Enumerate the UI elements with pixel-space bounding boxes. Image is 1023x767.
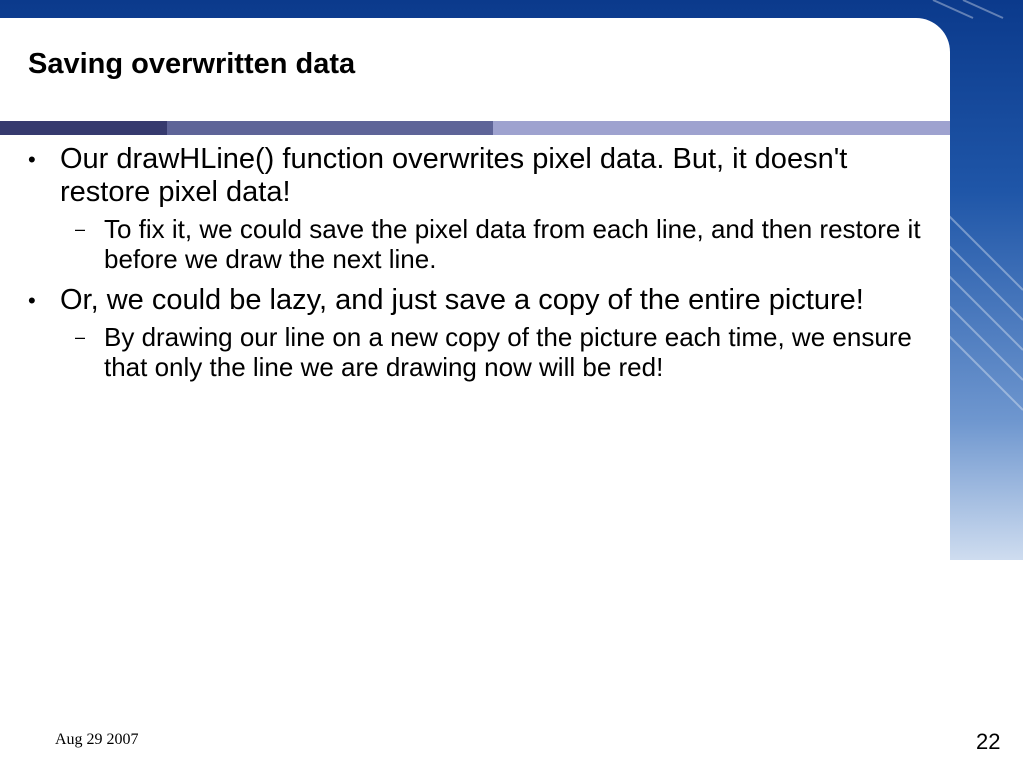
divider-segment-mid [167, 121, 493, 135]
sub-bullet-2-text: By drawing our line on a new copy of the picture each time, we ensure that only the line we are drawing now will be red! [104, 322, 912, 382]
sub-bullet-2 [28, 322, 928, 382]
sub-bullet-dash: – [75, 327, 86, 347]
title-divider [0, 121, 950, 135]
bullet-dot: • [28, 147, 36, 172]
sub-bullet-1 [28, 214, 928, 274]
footer-date: Aug 29 2007 [55, 731, 139, 748]
bullet-2 [28, 284, 928, 317]
slide-body [28, 140, 928, 392]
slide-title: Saving overwritten data [28, 48, 356, 80]
bullet-1 [28, 143, 928, 209]
divider-segment-dark [0, 121, 167, 135]
bullet-dot: • [28, 288, 36, 313]
bullet-2-text: Or, we could be lazy, and just save a copy of the entire picture! [60, 284, 864, 316]
bullet-1-text: Our drawHLine() function overwrites pixel data. But, it doesn't restore pixel data! [60, 143, 848, 208]
sub-bullet-1-text: To fix it, we could save the pixel data from each line, and then restore it before we draw the next line. [104, 214, 921, 274]
sub-bullet-dash: – [75, 219, 86, 239]
divider-segment-light [493, 121, 950, 135]
page-number: 22 [976, 729, 1001, 754]
